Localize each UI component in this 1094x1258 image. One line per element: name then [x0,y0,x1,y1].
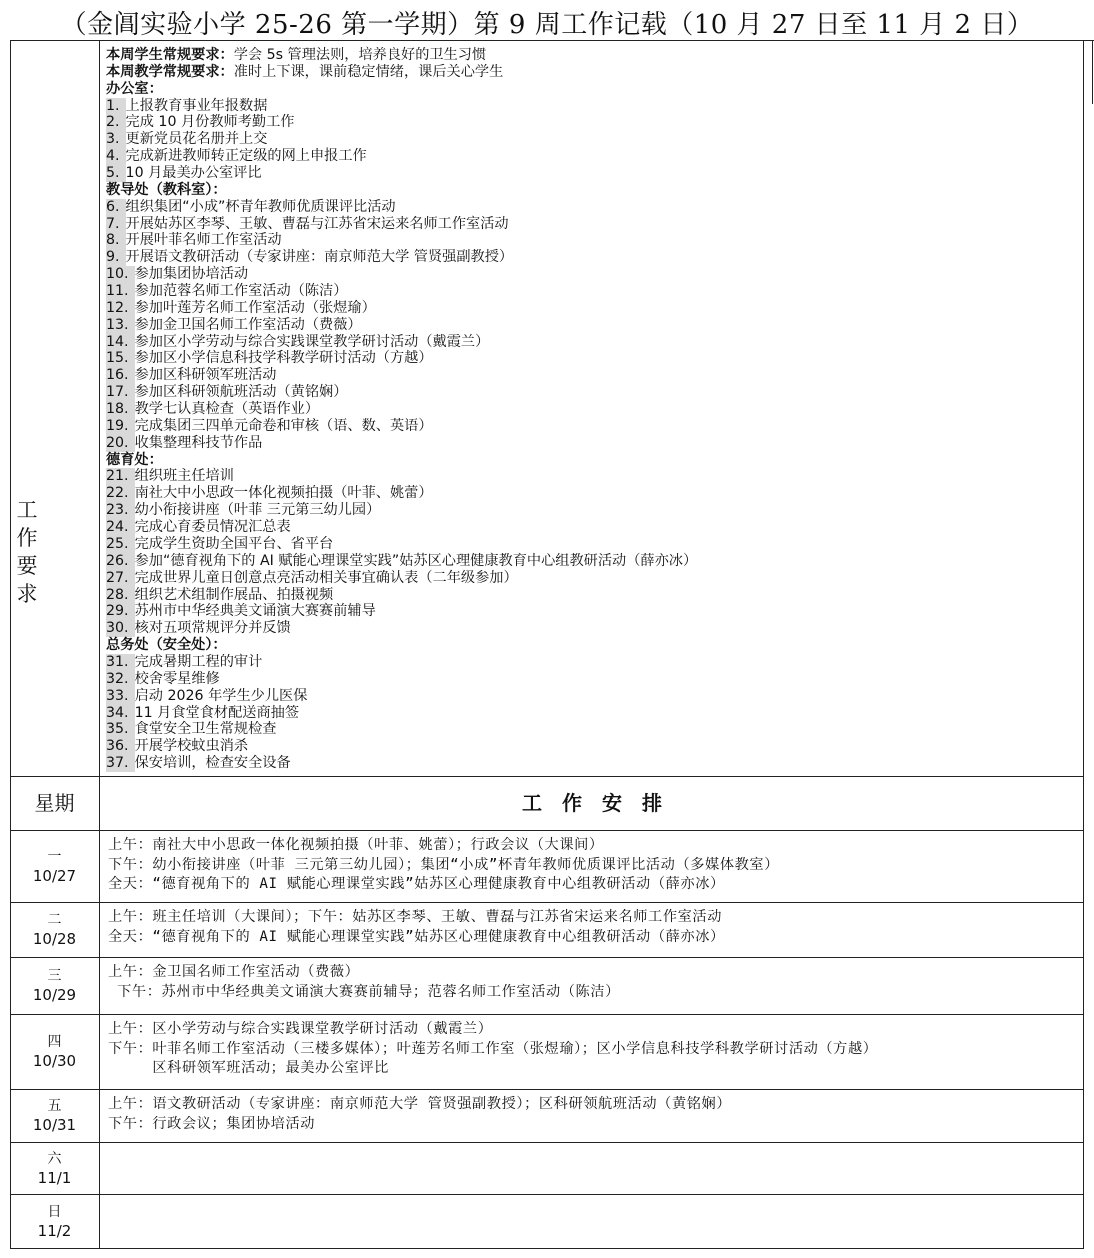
day-date: 10/30 [32,1052,77,1070]
requirement-item [106,553,1081,570]
requirement-item [106,148,1081,165]
day-date: 10/27 [32,866,77,885]
item-text: 上报教育事业年报数据 [125,97,268,114]
item-text: 开展叶菲名师工作室活动 [125,232,282,249]
arrangement-line: 上午：南社大中小思政一体化视频拍摄（叶菲、姚蕾）；行政会议（大课间） [108,837,604,853]
item-text: 参加区小学信息科技学科教学研讨活动（方越） [134,350,433,367]
requirement-item [106,418,1081,435]
item-number: 2. [106,114,126,131]
requirement-item [106,519,1081,536]
item-text: 食堂安全卫生常规检查 [134,721,277,738]
day-date: 11/1 [37,1168,72,1187]
item-number: 37. [106,755,135,772]
day-name: 四 [47,1034,62,1050]
item-number: 32. [106,671,135,688]
requirement-item [106,350,1081,367]
plan-column-header: 工 作 安 排 [522,791,662,815]
day-arrangement [108,836,779,895]
requirement-item [106,468,1081,485]
item-text: 完成 10 月份教师考勤工作 [125,114,295,131]
day-label-cell [10,1143,99,1194]
item-number: 4. [106,148,126,165]
requirement-item [106,232,1081,249]
arrangement-line: 上午：班主任培训（大课间）；下午：姑苏区李琴、王敏、曹磊与江苏省宋运来名师工作室活动 [108,909,722,925]
arrangement-line: 区科研领军班活动；最美办公室评比 [108,1060,389,1076]
item-text: 教学七认真检查（英语作业） [134,401,320,418]
arrangement-line: 上午：金卫国名师工作室活动（费薇） [108,964,360,980]
teaching-requirement-text: 准时上下课，课前稳定情绪，课后关心学生 [233,63,504,80]
section-heading: 教导处（教科室）： [106,181,227,198]
arrangement-line: 下午：幼小衔接讲座（叶菲 三元第三幼儿园）；集团“小成”杯青年教师优质课评比活动（多媒体教室） [108,856,779,873]
item-number: 7. [106,216,126,233]
requirement-item [106,536,1081,553]
item-text: 南社大中小思政一体化视频拍摄（叶菲、姚蕾） [134,485,433,502]
requirement-item [106,401,1081,418]
requirements-label-text: 工作要求 [16,498,38,606]
item-text: 组织集团“小成”杯青年教师优质课评比活动 [125,198,396,215]
item-number: 5. [106,165,126,182]
item-text: 完成新进教师转正定级的网上申报工作 [125,148,367,165]
requirement-item [106,570,1081,587]
item-number: 13. [106,317,135,334]
student-requirement-text: 学会 5s 管理法则，培养良好的卫生习惯 [233,47,487,63]
item-text: 完成世界儿童日创意点亮活动相关事宜确认表（二年级参加） [134,569,518,586]
item-number: 16. [106,367,135,384]
day-arrangement [108,1095,731,1134]
item-text: 校舍零星维修 [134,670,220,687]
item-number: 11. [106,283,135,300]
item-text: 10 月最美办公室评比 [125,165,262,182]
item-text: 更新党员花名册并上交 [125,131,268,148]
requirement-item [106,502,1081,519]
day-label-cell [10,831,99,902]
item-number: 8. [106,232,126,249]
item-number: 6. [106,199,126,216]
requirement-item [106,755,1081,772]
arrangement-line: 全天：“德育视角下的 AI 赋能心理课堂实践”姑苏区心理健康教育中心组教研活动（薛亦冰） [108,876,725,892]
day-name: 三 [47,968,62,984]
item-number: 10. [106,266,135,283]
item-text: 核对五项常规评分并反馈 [134,620,291,637]
item-text: 完成暑期工程的审计 [134,653,263,670]
section-heading: 德育处： [106,451,163,468]
item-number: 30. [106,620,135,637]
page-title: （金阊实验小学 25-26 第一学期）第 9 周工作记载（10 月 27 日至 11 月 2 日） [60,10,1034,40]
day-name: 一 [47,848,62,865]
item-text: 参加“德育视角下的 AI 赋能心理课堂实践”姑苏区心理健康教育中心组教研活动（薛亦冰） [134,552,698,569]
day-name: 日 [47,1204,62,1220]
item-text: 保安培训，检查安全设备 [134,755,291,772]
item-number: 14. [106,334,135,351]
item-number: 3. [106,131,126,148]
requirement-item [106,199,1081,216]
item-text: 苏州市中华经典美文诵演大赛赛前辅导 [134,603,376,620]
requirements-body [106,47,1081,772]
day-name: 六 [47,1150,62,1167]
item-number: 31. [106,654,135,671]
item-number: 33. [106,688,135,705]
day-date: 10/29 [32,986,77,1004]
item-text: 组织班主任培训 [134,468,234,485]
requirement-item [106,114,1081,131]
day-date: 10/31 [32,1116,77,1134]
item-number: 25. [106,536,135,553]
arrangement-line: 下午：苏州市中华经典美文诵演大赛赛前辅导；范蓉名师工作室活动（陈洁） [108,983,620,1000]
requirement-item [106,317,1081,334]
item-text: 参加叶莲芳名师工作室活动（张煜瑜） [134,299,376,316]
requirement-item [106,266,1081,283]
requirement-item [106,721,1081,738]
item-number: 36. [106,738,135,755]
requirement-item [106,98,1081,115]
day-label-cell [10,1015,99,1089]
day-arrangement [108,908,725,947]
teaching-requirement [106,64,1081,81]
requirement-item [106,384,1081,401]
item-number: 12. [106,300,135,317]
item-text: 参加区科研领航班活动（黄铭娴） [134,384,348,401]
item-number: 19. [106,418,135,435]
requirement-item [106,671,1081,688]
day-label-cell [10,1195,99,1249]
item-number: 29. [106,603,135,620]
day-label-cell [10,903,99,957]
requirement-item [106,435,1081,452]
item-number: 21. [106,468,135,485]
requirement-sections [106,80,1081,772]
arrangement-line: 全天：“德育视角下的 AI 赋能心理课堂实践”姑苏区心理健康教育中心组教研活动（薛亦冰） [108,928,725,945]
arrangement-line: 下午：行政会议；集团协培活动 [108,1115,316,1132]
teaching-requirement-label: 本周教学常规要求： [106,63,234,80]
item-text: 组织艺术组制作展品、拍摄视频 [134,586,334,603]
requirement-item [106,654,1081,671]
requirement-item [106,603,1081,620]
day-arrangement [108,1020,878,1079]
arrangement-line: 下午：叶菲名师工作室活动（三楼多媒体）；叶莲芳名师工作室（张煜瑜）；区小学信息科技学科教学研讨活动（方越） [108,1040,878,1057]
requirement-item [106,216,1081,233]
item-number: 20. [106,435,135,452]
requirement-item [106,131,1081,148]
item-text: 11 月食堂食材配送商抽签 [134,704,300,721]
requirement-item [106,334,1081,351]
item-number: 18. [106,401,135,418]
requirement-item [106,485,1081,502]
section-heading: 办公室： [106,80,163,97]
arrangement-line: 上午：区小学劳动与综合实践课堂教学研讨活动（戴霞兰） [108,1021,493,1037]
day-column-header: 星期 [34,791,75,815]
requirement-item [106,738,1081,755]
requirement-item [106,705,1081,722]
item-number: 24. [106,519,135,536]
day-date: 11/2 [37,1222,72,1240]
item-number: 34. [106,705,135,722]
section-heading: 总务处（安全处）： [106,637,227,654]
arrangement-line: 上午：语文教研活动（专家讲座：南京师范大学 管贤强副教授）；区科研领航班活动（黄铭娴） [108,1096,732,1112]
item-text: 参加区科研领军班活动 [134,367,277,384]
student-requirement-label: 本周学生常规要求： [106,47,234,63]
item-number: 28. [106,587,135,604]
requirement-item [106,249,1081,266]
day-name: 二 [47,912,62,928]
item-text: 参加集团协培活动 [134,266,249,283]
item-number: 27. [106,570,135,587]
item-text: 参加金卫国名师工作室活动（费薇） [134,316,362,333]
requirement-item [106,283,1081,300]
day-label-cell [10,958,99,1014]
item-text: 完成集团三四单元命卷和审核（语、数、英语） [134,417,433,434]
item-text: 开展学校蚊虫消杀 [134,738,249,755]
requirement-item [106,165,1081,182]
requirement-item [106,587,1081,604]
item-number: 1. [106,98,126,115]
requirements-label [10,496,44,608]
requirement-item [106,688,1081,705]
student-requirement [106,47,1081,64]
requirement-item [106,620,1081,637]
item-text: 启动 2026 年学生少儿医保 [134,687,308,704]
item-text: 完成心育委员情况汇总表 [134,519,291,536]
day-label-cell [10,1090,99,1142]
item-text: 参加范蓉名师工作室活动（陈洁） [134,283,348,300]
item-number: 35. [106,721,135,738]
item-text: 开展姑苏区李琴、王敏、曹磊与江苏省宋运来名师工作室活动 [125,215,509,232]
item-text: 完成学生资助全国平台、省平台 [134,535,334,552]
item-number: 17. [106,384,135,401]
day-date: 10/28 [32,930,77,948]
requirement-item [106,300,1081,317]
item-number: 23. [106,502,135,519]
item-number: 15. [106,350,135,367]
requirement-item [106,367,1081,384]
item-number: 9. [106,249,126,266]
item-number: 22. [106,485,135,502]
item-text: 参加区小学劳动与综合实践课堂教学研讨活动（戴霞兰） [134,333,490,350]
item-text: 收集整理科技节作品 [134,434,263,451]
day-arrangement [108,963,620,1002]
item-text: 幼小衔接讲座（叶菲 三元第三幼儿园） [134,502,381,519]
day-name: 五 [47,1098,62,1114]
item-text: 开展语文教研活动（专家讲座：南京师范大学 管贤强副教授） [125,249,514,266]
item-number: 26. [106,553,135,570]
